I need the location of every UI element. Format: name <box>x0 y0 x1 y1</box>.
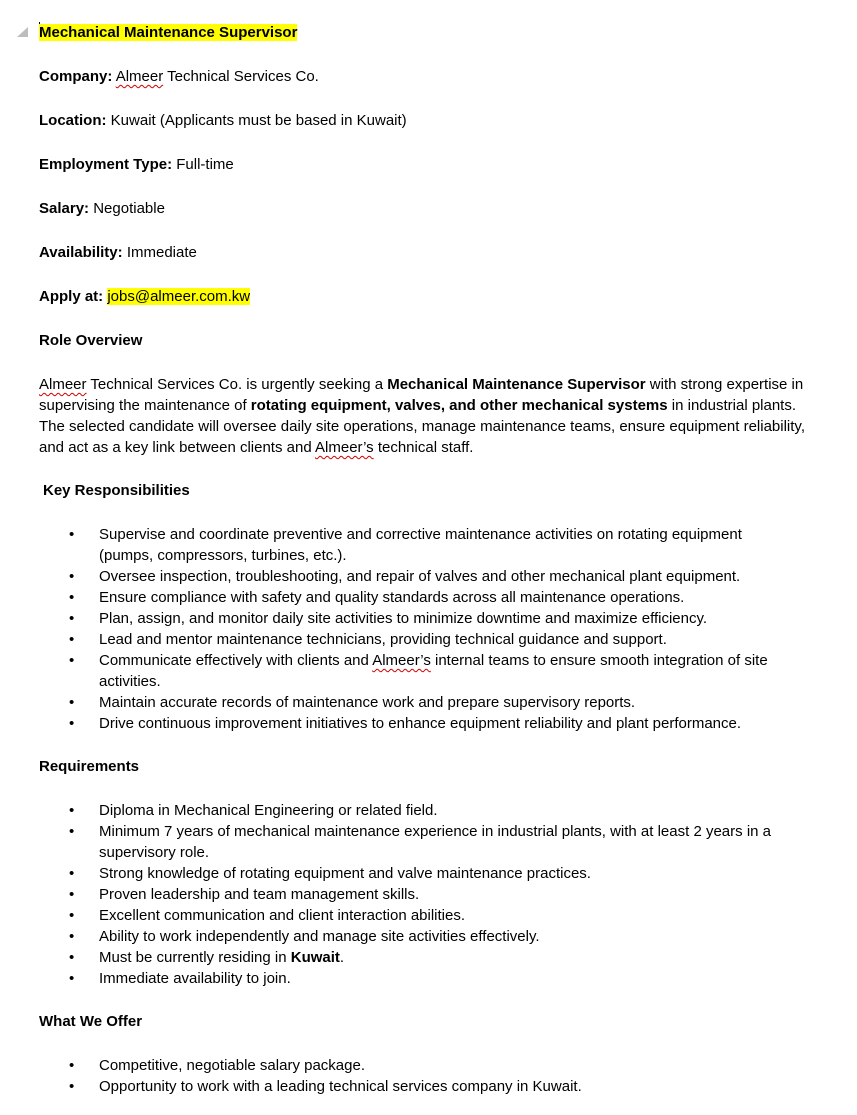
requirement-item <box>39 947 799 968</box>
document-body <box>39 22 819 1097</box>
responsibility-item <box>39 650 799 692</box>
job-field-label: Company: <box>39 68 113 85</box>
text-run: Strong knowledge of rotating equipment and valve maintenance practices. <box>99 865 591 882</box>
text-run: Immediate <box>126 244 197 261</box>
text-run: Opportunity to work with a leading technical services company in Kuwait. <box>99 1078 582 1095</box>
job-field-label: Salary: <box>39 200 90 217</box>
what-we-offer-heading: What We Offer <box>39 1013 143 1030</box>
bullet-icon: • <box>69 1057 75 1074</box>
responsibility-item <box>39 713 799 734</box>
bullet-icon: • <box>69 928 75 945</box>
text-run: Competitive, negotiable salary package. <box>99 1057 365 1074</box>
responsibility-item <box>39 566 799 587</box>
job-title <box>39 22 819 44</box>
requirement-item <box>39 905 799 926</box>
text-run: Must be currently residing in <box>99 949 291 966</box>
role-overview-text <box>39 374 809 458</box>
requirement-item <box>39 926 799 947</box>
bold-text: Mechanical Maintenance Supervisor <box>387 376 646 393</box>
role-overview-heading: Role Overview <box>39 332 143 349</box>
text-run: Negotiable <box>93 200 165 217</box>
text-run: Oversee inspection, troubleshooting, and repair of valves and other mechanical plant equipment. <box>99 568 741 585</box>
bullet-icon: • <box>69 970 75 987</box>
responsibility-item <box>39 629 799 650</box>
text-run: Supervise and coordinate preventive and corrective maintenance activities on rotating equipment (pumps, compressors, turbines, etc.). <box>99 526 742 564</box>
job-field <box>39 198 819 220</box>
requirement-item <box>39 800 799 821</box>
bullet-icon: • <box>69 652 75 669</box>
text-run: Technical Services Co. is urgently seeking a <box>86 376 388 393</box>
bullet-icon: • <box>69 694 75 711</box>
job-field <box>39 242 819 264</box>
bullet-icon: • <box>69 802 75 819</box>
responsibility-item <box>39 524 799 566</box>
key-responsibilities-list <box>39 524 819 734</box>
bullet-icon: • <box>69 568 75 585</box>
requirement-item <box>39 821 799 863</box>
requirements-list <box>39 800 819 989</box>
bold-text: Kuwait <box>290 949 340 966</box>
job-field-label: Location: <box>39 112 107 129</box>
text-run: Diploma in Mechanical Engineering or related field. <box>99 802 438 819</box>
text-run: Kuwait (Applicants must be based in Kuwait) <box>110 112 407 129</box>
text-run: internal teams to ensure smooth integration of site activities. <box>99 652 768 690</box>
job-field-label: Employment Type: <box>39 156 173 173</box>
text-run: Full-time <box>176 156 234 173</box>
text-run: in industrial plants. The selected candidate will oversee daily site operations, manage maintenance teams, ensure equipment reliability, and act as a key link between clients and <box>39 397 805 456</box>
requirement-item <box>39 863 799 884</box>
text-run: Drive continuous improvement initiatives to enhance equipment reliability and plant performance. <box>99 715 742 732</box>
offer-item <box>39 1076 799 1097</box>
bullet-icon: • <box>69 715 75 732</box>
text-run: with strong expertise in supervising the maintenance of <box>39 376 804 414</box>
responsibility-item <box>39 692 799 713</box>
text-run: Minimum 7 years of mechanical maintenance experience in industrial plants, with at least 2 years in a supervisory role. <box>99 823 771 861</box>
text-run: Maintain accurate records of maintenance work and prepare supervisory reports. <box>99 694 636 711</box>
bullet-icon: • <box>69 610 75 627</box>
text-run: Immediate availability to join. <box>99 970 291 987</box>
text-run: technical staff. <box>373 439 474 456</box>
job-field <box>39 154 819 176</box>
apply-label: Apply at: <box>39 288 104 305</box>
collapse-heading-icon[interactable] <box>17 27 28 37</box>
job-field <box>39 110 819 132</box>
text-run: Ability to work independently and manage site activities effectively. <box>99 928 540 945</box>
text-run: Proven leadership and team management skills. <box>99 886 420 903</box>
responsibility-item <box>39 587 799 608</box>
spellcheck-word: Almeer <box>39 376 87 393</box>
job-field <box>39 66 819 88</box>
bullet-icon: • <box>69 865 75 882</box>
requirements-heading: Requirements <box>39 758 140 775</box>
what-we-offer-list <box>39 1055 819 1097</box>
bullet-icon: • <box>69 886 75 903</box>
bullet-icon: • <box>69 589 75 606</box>
bullet-icon: • <box>69 823 75 840</box>
requirement-item <box>39 884 799 905</box>
text-run: Communicate effectively with clients and <box>99 652 373 669</box>
bullet-icon: • <box>69 631 75 648</box>
bullet-icon: • <box>69 1078 75 1095</box>
apply-email[interactable]: jobs@almeer.com.kw <box>107 288 251 305</box>
bullet-icon: • <box>69 526 75 543</box>
requirement-item <box>39 968 799 989</box>
bullet-icon: • <box>69 949 75 966</box>
key-responsibilities-heading: Key Responsibilities <box>43 482 190 499</box>
spellcheck-word: Almeer <box>115 68 164 85</box>
bullet-icon: • <box>69 907 75 924</box>
spellcheck-word: Almeer’s <box>315 439 374 456</box>
responsibility-item <box>39 608 799 629</box>
text-run: Excellent communication and client interaction abilities. <box>99 907 466 924</box>
text-run: Ensure compliance with safety and quality standards across all maintenance operations. <box>99 589 685 606</box>
job-fields <box>39 66 819 264</box>
text-run: Plan, assign, and monitor daily site activities to minimize downtime and maximize efficiency. <box>99 610 708 627</box>
text-run: Lead and mentor maintenance technicians, providing technical guidance and support. <box>99 631 667 648</box>
job-field-label: Availability: <box>39 244 123 261</box>
bold-text: rotating equipment, valves, and other mechanical systems <box>250 397 668 414</box>
spellcheck-word: Almeer’s <box>372 652 431 669</box>
apply-field <box>39 286 819 308</box>
text-run: . <box>339 949 345 966</box>
text-run: Technical Services Co. <box>163 68 319 85</box>
offer-item <box>39 1055 799 1076</box>
job-title-text: Mechanical Maintenance Supervisor <box>39 24 298 41</box>
